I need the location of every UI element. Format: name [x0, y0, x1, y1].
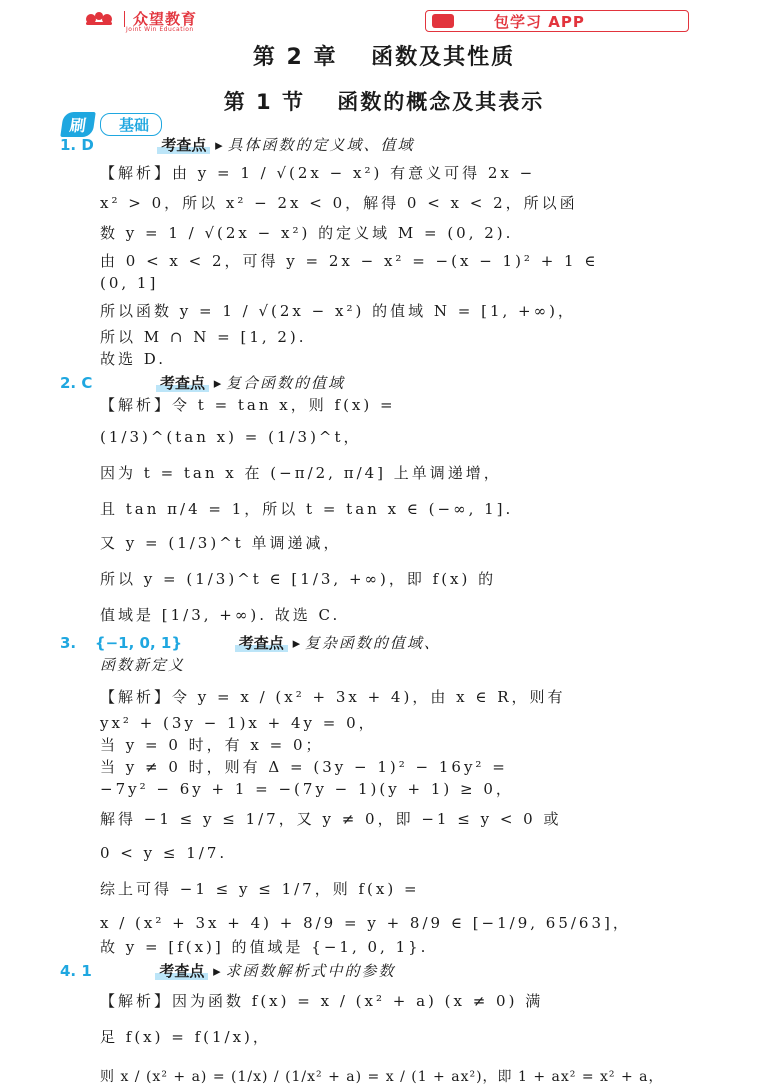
app-badge[interactable] [425, 10, 689, 32]
solution-line: 【解析】因为函数 f(x) = x / (x² + a) (x ≠ 0) 满 [100, 992, 544, 1010]
solution-line: (0, 1] [100, 274, 159, 292]
solution-item-2 [60, 372, 720, 626]
solution-item-3 [60, 632, 720, 958]
solution-line: 故 y = [f(x)] 的值域是 {−1, 0, 1}. [100, 938, 429, 956]
app-icon [432, 14, 454, 28]
brand-logo [82, 8, 198, 33]
solution-line: 又 y = (1/3)^t 单调递减， [100, 534, 342, 552]
topic-label: 考查点 [157, 134, 210, 156]
solution-line: 【解析】由 y = 1 / √(2x − x²) 有意义可得 2x − [100, 164, 536, 182]
topic-label: 考查点 [156, 372, 209, 394]
logo-divider [124, 11, 125, 27]
solutions [60, 132, 720, 1088]
solution-line: 足 f(x) = f(1/x)， [100, 1028, 271, 1046]
topic-arrow-icon: ▸ [292, 634, 301, 652]
section-title: 第 1 节 函数的概念及其表示 [223, 90, 545, 114]
solution-line: 【解析】令 y = x / (x² + 3x + 4)，由 x ∈ R，则有 [100, 688, 566, 706]
item-number: 4. 1 [60, 962, 92, 980]
solution-line: 综上可得 −1 ≤ y ≤ 1/7，则 f(x) = [100, 880, 420, 898]
solution-item-4 [60, 960, 720, 1088]
solution-line: 当 y ≠ 0 时，则有 Δ = (3y − 1)² − 16y² = [100, 758, 508, 776]
topic-arrow-icon: ▸ [213, 374, 222, 392]
solution-line: 解得 −1 ≤ y ≤ 1/7，又 y ≠ 0，即 −1 ≤ y < 0 或 [100, 810, 562, 828]
solution-line: x / (x² + 3x + 4) + 8/9 = y + 8/9 ∈ [−1/9, 65/63]， [100, 914, 631, 932]
brand-subtitle: Joint Win Education [126, 26, 194, 33]
solution-line: x² > 0，所以 x² − 2x < 0，解得 0 < x < 2，所以函 [100, 194, 578, 212]
solution-line: 故选 D. [100, 350, 167, 368]
item-answer: {−1, 0, 1} [94, 634, 182, 652]
topic-text: 求函数解析式中的参数 [225, 962, 396, 980]
solution-line: 数 y = 1 / √(2x − x²) 的定义域 M = (0, 2). [100, 224, 514, 242]
solution-line: (1/3)^(tan x) = (1/3)^t， [100, 428, 362, 446]
solution-line: 0 < y ≤ 1/7. [100, 844, 228, 862]
solution-line: −7y² − 6y + 1 = −(7y − 1)(y + 1) ≥ 0， [100, 780, 514, 798]
solution-line: 则 x / (x² + a) = (1/x) / (1/x² + a) = x / (1 + ax²)，即 1 + ax² = x² + a， [100, 1069, 664, 1085]
topic-arrow-icon: ▸ [213, 962, 221, 980]
solution-line: 且 tan π/4 = 1，所以 t = tan x ∈ (−∞, 1]. [100, 500, 514, 518]
tag-jichu: 基础 [100, 113, 162, 136]
topic-text-continued: 函数新定义 [100, 656, 186, 674]
chapter-title: 第 2 章 函数及其性质 [252, 45, 516, 70]
solution-line: yx² + (3y − 1)x + 4y = 0， [100, 714, 377, 732]
app-label: 包学习 APP [494, 12, 585, 31]
solution-line: 因为 t = tan x 在 (−π/2, π/4] 上单调递增， [100, 464, 502, 482]
solution-line: 由 0 < x < 2，可得 y = 2x − x² = −(x − 1)² + 1 ∈ [100, 252, 599, 270]
item-number: 2. C [60, 374, 93, 392]
brand-mark-icon [82, 10, 116, 28]
page-header [0, 0, 768, 36]
solution-line: 所以函数 y = 1 / √(2x − x²) 的值域 N = [1, +∞)， [100, 302, 576, 320]
topic-text: 复合函数的值域 [226, 374, 346, 392]
topic-arrow-icon: ▸ [215, 136, 223, 154]
topic-label: 考查点 [235, 632, 288, 654]
item-number: 3. [60, 634, 77, 652]
topic-text: 具体函数的定义域、值域 [227, 136, 415, 154]
solution-line: 所以 y = (1/3)^t ∈ [1/3, +∞)，即 f(x) 的 [100, 570, 497, 588]
solution-line: 所以 M ∩ N = [1, 2). [100, 328, 307, 346]
tag-shua: 刷 [60, 112, 96, 137]
solution-item-1 [60, 134, 720, 370]
solution-line: 【解析】令 t = tan x，则 f(x) = [100, 396, 396, 414]
solution-line: 值域是 [1/3, +∞). 故选 C. [100, 606, 341, 624]
brand-name: 众望教育 [133, 10, 198, 28]
solution-line: 当 y = 0 时，有 x = 0； [100, 736, 324, 754]
topic-label: 考查点 [155, 960, 208, 982]
topic-text: 复杂函数的值域、 [304, 634, 441, 652]
item-number: 1. D [60, 136, 94, 154]
